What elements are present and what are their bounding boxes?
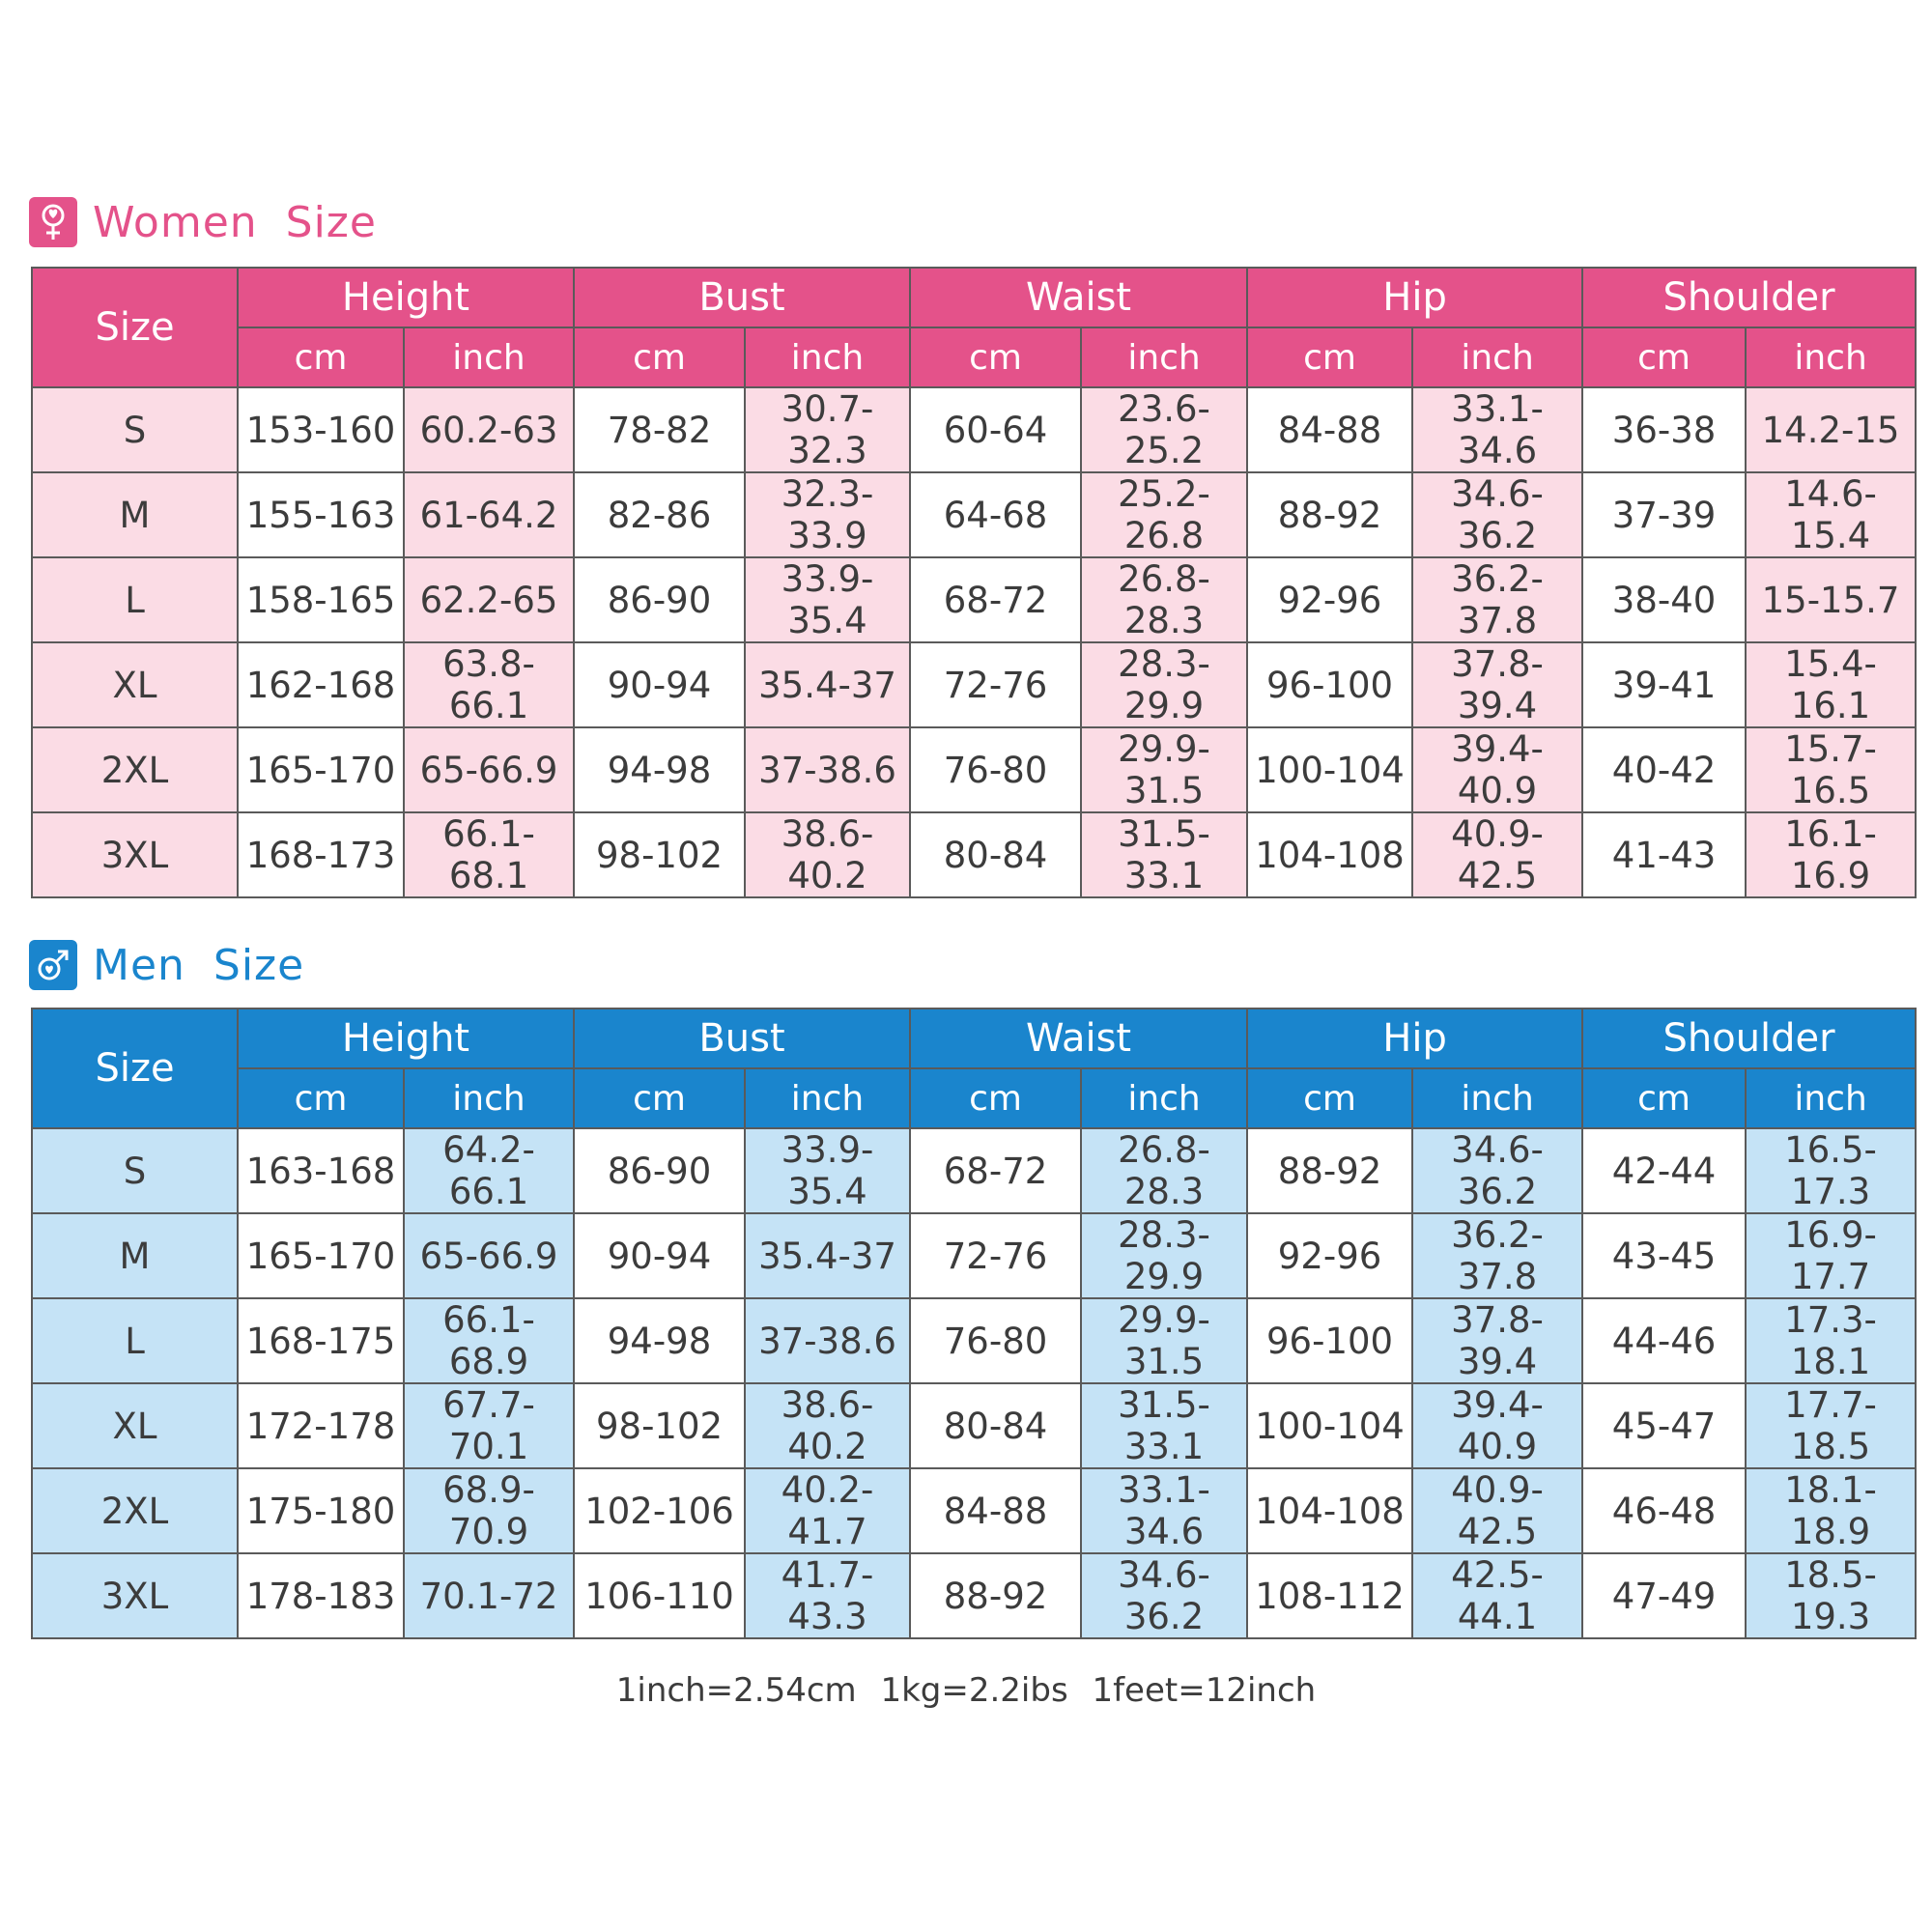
table-cell: 106-110 [574,1553,745,1638]
table-cell: 37.8-39.4 [1412,642,1582,727]
table-cell: 41.7-43.3 [745,1553,910,1638]
table-cell: 68-72 [910,557,1081,642]
unit-header: cm [1247,327,1412,387]
table-cell: 38.6-40.2 [745,812,910,897]
table-cell: 30.7-32.3 [745,387,910,472]
table-cell: 47-49 [1582,1553,1746,1638]
table-cell: 18.5-19.3 [1746,1553,1916,1638]
table-cell: 40.9-42.5 [1412,812,1582,897]
table-cell: 86-90 [574,1128,745,1213]
table-cell: 17.7-18.5 [1746,1383,1916,1468]
table-cell: 34.6-36.2 [1412,472,1582,557]
table-row [32,1553,1916,1638]
table-row [32,1383,1916,1468]
table-cell: 14.2-15 [1746,387,1916,472]
size-column-header: Size [32,1009,238,1128]
size-column-header: Size [32,268,238,387]
women-size-table [31,267,1917,898]
table-cell: 33.1-34.6 [1412,387,1582,472]
table-cell: 35.4-37 [745,1213,910,1298]
table-cell: 76-80 [910,1298,1081,1383]
table-cell: 45-47 [1582,1383,1746,1468]
table-cell: 44-46 [1582,1298,1746,1383]
shoulder-group-header: Shoulder [1582,1009,1916,1068]
table-cell: 92-96 [1247,1213,1412,1298]
height-group-header: Height [238,1009,574,1068]
table-cell: 80-84 [910,1383,1081,1468]
table-row [32,642,1916,727]
table-cell: 16.1-16.9 [1746,812,1916,897]
unit-header: inch [1412,1068,1582,1128]
table-cell: 39.4-40.9 [1412,727,1582,812]
table-cell: 36.2-37.8 [1412,557,1582,642]
table-cell: 175-180 [238,1468,404,1553]
table-cell: 90-94 [574,642,745,727]
table-cell: 36-38 [1582,387,1746,472]
table-cell: 39-41 [1582,642,1746,727]
table-cell: 163-168 [238,1128,404,1213]
table-cell: 42-44 [1582,1128,1746,1213]
table-cell: 72-76 [910,1213,1081,1298]
unit-header: inch [1081,1068,1247,1128]
unit-header: cm [238,1068,404,1128]
table-cell: 16.5-17.3 [1746,1128,1916,1213]
size-label-cell: M [32,472,238,557]
table-cell: 94-98 [574,727,745,812]
table-cell: 39.4-40.9 [1412,1383,1582,1468]
size-label-cell: XL [32,642,238,727]
men-size-heading [29,938,304,992]
table-cell: 108-112 [1247,1553,1412,1638]
unit-header: cm [574,327,745,387]
table-cell: 66.1-68.1 [404,812,574,897]
table-cell: 92-96 [1247,557,1412,642]
table-cell: 35.4-37 [745,642,910,727]
waist-group-header: Waist [910,1009,1247,1068]
table-row [32,1128,1916,1213]
table-cell: 43-45 [1582,1213,1746,1298]
group-header-row [32,1009,1916,1068]
table-cell: 68-72 [910,1128,1081,1213]
table-cell: 172-178 [238,1383,404,1468]
women-size-heading [29,195,377,249]
table-cell: 33.1-34.6 [1081,1468,1247,1553]
unit-header: inch [745,327,910,387]
table-cell: 31.5-33.1 [1081,1383,1247,1468]
table-cell: 29.9-31.5 [1081,727,1247,812]
table-cell: 15.4-16.1 [1746,642,1916,727]
table-cell: 72-76 [910,642,1081,727]
table-cell: 165-170 [238,727,404,812]
table-cell: 168-175 [238,1298,404,1383]
unit-header: inch [1412,327,1582,387]
table-row [32,1213,1916,1298]
table-cell: 32.3-33.9 [745,472,910,557]
table-cell: 96-100 [1247,1298,1412,1383]
table-cell: 80-84 [910,812,1081,897]
bust-group-header: Bust [574,268,910,327]
table-cell: 26.8-28.3 [1081,1128,1247,1213]
unit-header: cm [1247,1068,1412,1128]
table-cell: 23.6-25.2 [1081,387,1247,472]
height-group-header: Height [238,268,574,327]
table-cell: 153-160 [238,387,404,472]
size-label-cell: 3XL [32,812,238,897]
unit-header: cm [1582,327,1746,387]
table-cell: 100-104 [1247,727,1412,812]
women-size-title: Women Size [93,197,377,247]
table-row [32,557,1916,642]
unit-header: inch [404,1068,574,1128]
size-label-cell: 2XL [32,1468,238,1553]
size-label-cell: M [32,1213,238,1298]
table-cell: 62.2-65 [404,557,574,642]
size-label-cell: S [32,387,238,472]
table-cell: 40-42 [1582,727,1746,812]
unit-header: cm [238,327,404,387]
table-cell: 76-80 [910,727,1081,812]
table-cell: 40.9-42.5 [1412,1468,1582,1553]
table-cell: 34.6-36.2 [1081,1553,1247,1638]
table-cell: 67.7-70.1 [404,1383,574,1468]
table-cell: 33.9-35.4 [745,557,910,642]
table-cell: 36.2-37.8 [1412,1213,1582,1298]
table-cell: 42.5-44.1 [1412,1553,1582,1638]
unit-header: cm [910,1068,1081,1128]
unit-header: inch [404,327,574,387]
table-cell: 65-66.9 [404,727,574,812]
table-cell: 37.8-39.4 [1412,1298,1582,1383]
table-cell: 84-88 [910,1468,1081,1553]
table-cell: 15-15.7 [1746,557,1916,642]
table-cell: 63.8-66.1 [404,642,574,727]
size-label-cell: L [32,557,238,642]
men-size-title: Men Size [93,940,305,990]
table-cell: 158-165 [238,557,404,642]
table-cell: 104-108 [1247,812,1412,897]
table-row [32,812,1916,897]
table-cell: 37-38.6 [745,727,910,812]
table-cell: 100-104 [1247,1383,1412,1468]
table-cell: 25.2-26.8 [1081,472,1247,557]
table-row [32,387,1916,472]
table-cell: 66.1-68.9 [404,1298,574,1383]
table-cell: 90-94 [574,1213,745,1298]
table-cell: 26.8-28.3 [1081,557,1247,642]
table-cell: 28.3-29.9 [1081,1213,1247,1298]
conversion-footnote: 1inch=2.54cm 1kg=2.2ibs 1feet=12inch [615,1671,1317,1710]
table-cell: 178-183 [238,1553,404,1638]
table-cell: 46-48 [1582,1468,1746,1553]
size-label-cell: L [32,1298,238,1383]
table-cell: 64-68 [910,472,1081,557]
table-cell: 29.9-31.5 [1081,1298,1247,1383]
table-cell: 88-92 [910,1553,1081,1638]
size-label-cell: XL [32,1383,238,1468]
table-row [32,1298,1916,1383]
size-label-cell: S [32,1128,238,1213]
unit-header-row [32,327,1916,387]
size-label-cell: 3XL [32,1553,238,1638]
table-cell: 165-170 [238,1213,404,1298]
table-cell: 168-173 [238,812,404,897]
table-cell: 14.6-15.4 [1746,472,1916,557]
table-row [32,1468,1916,1553]
unit-header: inch [745,1068,910,1128]
table-cell: 33.9-35.4 [745,1128,910,1213]
table-cell: 60.2-63 [404,387,574,472]
table-cell: 88-92 [1247,472,1412,557]
table-cell: 37-38.6 [745,1298,910,1383]
table-cell: 155-163 [238,472,404,557]
table-cell: 96-100 [1247,642,1412,727]
table-cell: 37-39 [1582,472,1746,557]
table-cell: 31.5-33.1 [1081,812,1247,897]
table-cell: 38-40 [1582,557,1746,642]
unit-header: inch [1081,327,1247,387]
hip-group-header: Hip [1247,268,1582,327]
unit-header: cm [574,1068,745,1128]
table-cell: 86-90 [574,557,745,642]
group-header-row [32,268,1916,327]
male-symbol-icon [29,940,77,990]
table-row [32,472,1916,557]
table-cell: 61-64.2 [404,472,574,557]
table-cell: 98-102 [574,1383,745,1468]
table-cell: 40.2-41.7 [745,1468,910,1553]
table-cell: 94-98 [574,1298,745,1383]
table-cell: 41-43 [1582,812,1746,897]
table-cell: 18.1-18.9 [1746,1468,1916,1553]
female-symbol-icon [29,197,77,247]
unit-header: cm [910,327,1081,387]
size-label-cell: 2XL [32,727,238,812]
table-cell: 16.9-17.7 [1746,1213,1916,1298]
table-cell: 65-66.9 [404,1213,574,1298]
unit-header: cm [1582,1068,1746,1128]
table-cell: 64.2-66.1 [404,1128,574,1213]
table-cell: 102-106 [574,1468,745,1553]
unit-header: inch [1746,1068,1916,1128]
table-cell: 38.6-40.2 [745,1383,910,1468]
hip-group-header: Hip [1247,1009,1582,1068]
table-cell: 70.1-72 [404,1553,574,1638]
table-cell: 78-82 [574,387,745,472]
table-row [32,727,1916,812]
table-cell: 28.3-29.9 [1081,642,1247,727]
unit-header-row [32,1068,1916,1128]
table-cell: 34.6-36.2 [1412,1128,1582,1213]
table-cell: 15.7-16.5 [1746,727,1916,812]
table-cell: 162-168 [238,642,404,727]
table-cell: 98-102 [574,812,745,897]
men-size-table [31,1008,1917,1639]
table-cell: 17.3-18.1 [1746,1298,1916,1383]
unit-header: inch [1746,327,1916,387]
shoulder-group-header: Shoulder [1582,268,1916,327]
table-cell: 84-88 [1247,387,1412,472]
table-cell: 104-108 [1247,1468,1412,1553]
table-cell: 88-92 [1247,1128,1412,1213]
waist-group-header: Waist [910,268,1247,327]
table-cell: 60-64 [910,387,1081,472]
table-cell: 68.9-70.9 [404,1468,574,1553]
bust-group-header: Bust [574,1009,910,1068]
table-cell: 82-86 [574,472,745,557]
